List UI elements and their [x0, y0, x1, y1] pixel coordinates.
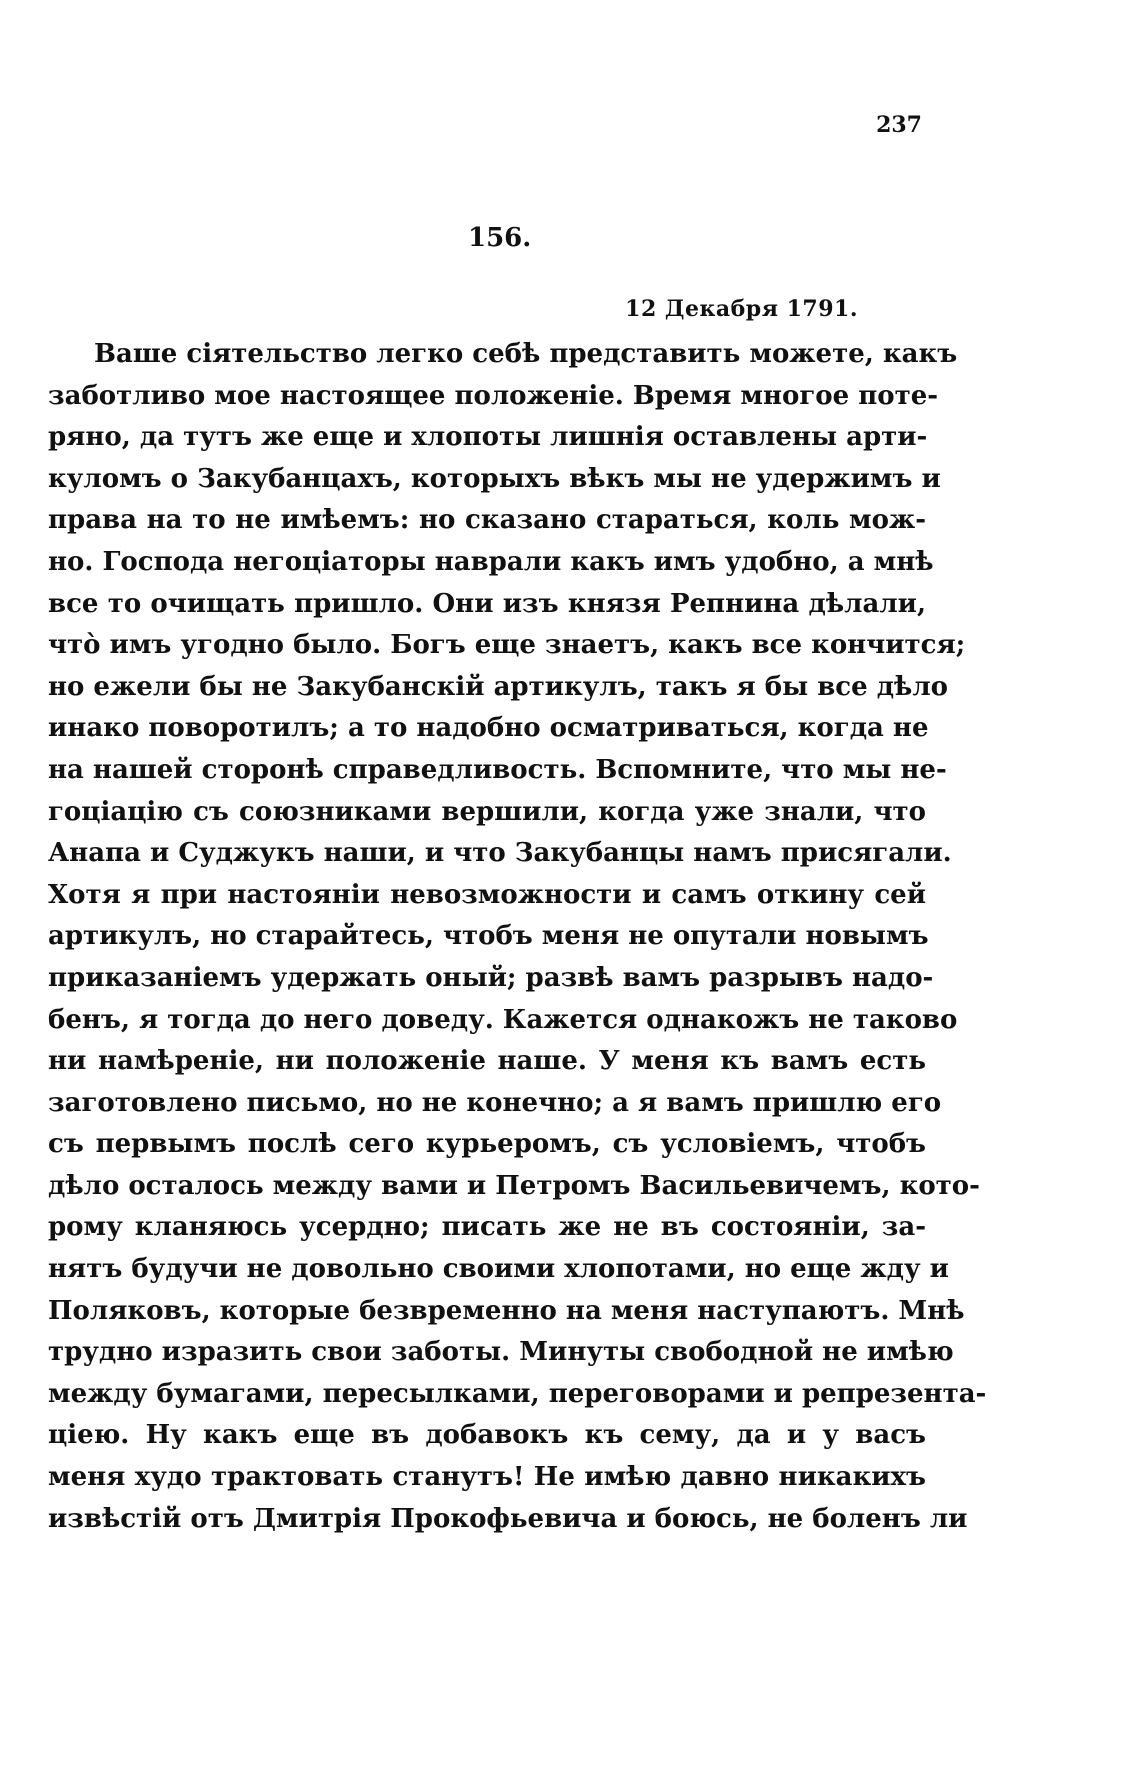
letter-date: 12 Декабря 1791. [625, 296, 858, 322]
text-line: права на то не имѣемъ: но сказано стараться, коль мож- [48, 505, 926, 536]
text-line: инако поворотилъ; а то надобно осматриваться, когда не [48, 713, 929, 744]
text-line: но ежели бы не Закубанскій артикулъ, такъ я бы все дѣло [48, 671, 949, 702]
text-line: приказаніемъ удержать оный; развѣ вамъ разрывъ надо- [48, 962, 934, 993]
text-line: меня худо трактовать станутъ! Не имѣю давно никакихъ [48, 1462, 926, 1493]
text-line: бенъ, я тогда до него доведу. Кажется однакожъ не таково [48, 1004, 958, 1035]
text-line: Хотя я при настояніи невозможности и самъ откину сей [48, 879, 926, 910]
text-line: но. Господа негоціаторы наврали какъ имъ удобно, а мнѣ [48, 546, 934, 577]
text-line: на нашей сторонѣ справедливость. Вспомните, что мы не- [48, 754, 947, 785]
text-line: артикулъ, но старайтесь, чтобъ меня не опутали новымъ [48, 921, 929, 952]
text-line: куломъ о Закубанцахъ, которыхъ вѣкъ мы не удержимъ и [48, 463, 941, 494]
text-line: рому кланяюсь усердно; писать же не въ состояніи, за- [48, 1212, 926, 1243]
letter-number: 156. [468, 223, 532, 253]
text-line: нятъ будучи не довольно своими хлопотами, но еще жду и [48, 1254, 949, 1285]
text-line: ціею. Ну какъ еще въ добавокъ къ сему, да и у васъ [48, 1420, 926, 1451]
text-line: ни намѣреніе, ни положеніе наше. У меня къ вамъ есть [48, 1046, 926, 1077]
text-line: все то очищать пришло. Они изъ князя Репнина дѣлали, [48, 588, 926, 619]
text-line: извѣстій отъ Дмитрія Прокофьевича и боюсь, не боленъ ли [48, 1503, 968, 1534]
text-line: что̀ имъ угодно было. Богъ еще знаетъ, какъ все кончится; [48, 630, 966, 661]
text-line: съ первымъ послѣ сего курьеромъ, съ условіемъ, чтобъ [48, 1129, 926, 1160]
text-line: заботливо мое настоящее положеніе. Время многое поте- [48, 380, 939, 411]
text-line: Ваше сіятельство легко себѣ представить можете, какъ [94, 339, 958, 369]
text-line: заготовлено письмо, но не конечно; а я вамъ пришлю его [48, 1087, 942, 1118]
text-line: ряно, да тутъ же еще и хлопоты лишнія оставлены арти- [48, 422, 928, 453]
page-number: 237 [876, 112, 922, 138]
text-line: дѣло осталось между вами и Петромъ Васильевичемъ, кото- [48, 1170, 980, 1201]
text-line: между бумагами, пересылками, переговорами и репрезента- [48, 1378, 987, 1409]
text-line: трудно изразить свои заботы. Минуты свободной не имѣю [48, 1337, 954, 1368]
text-line: Анапа и Суджукъ наши, и что Закубанцы намъ присягали. [48, 838, 952, 869]
text-line: Поляковъ, которые безвременно на меня наступаютъ. Мнѣ [48, 1295, 965, 1326]
text-line: гоціацію съ союзниками вершили, когда уже знали, что [48, 796, 926, 827]
letter-body [48, 334, 987, 1540]
